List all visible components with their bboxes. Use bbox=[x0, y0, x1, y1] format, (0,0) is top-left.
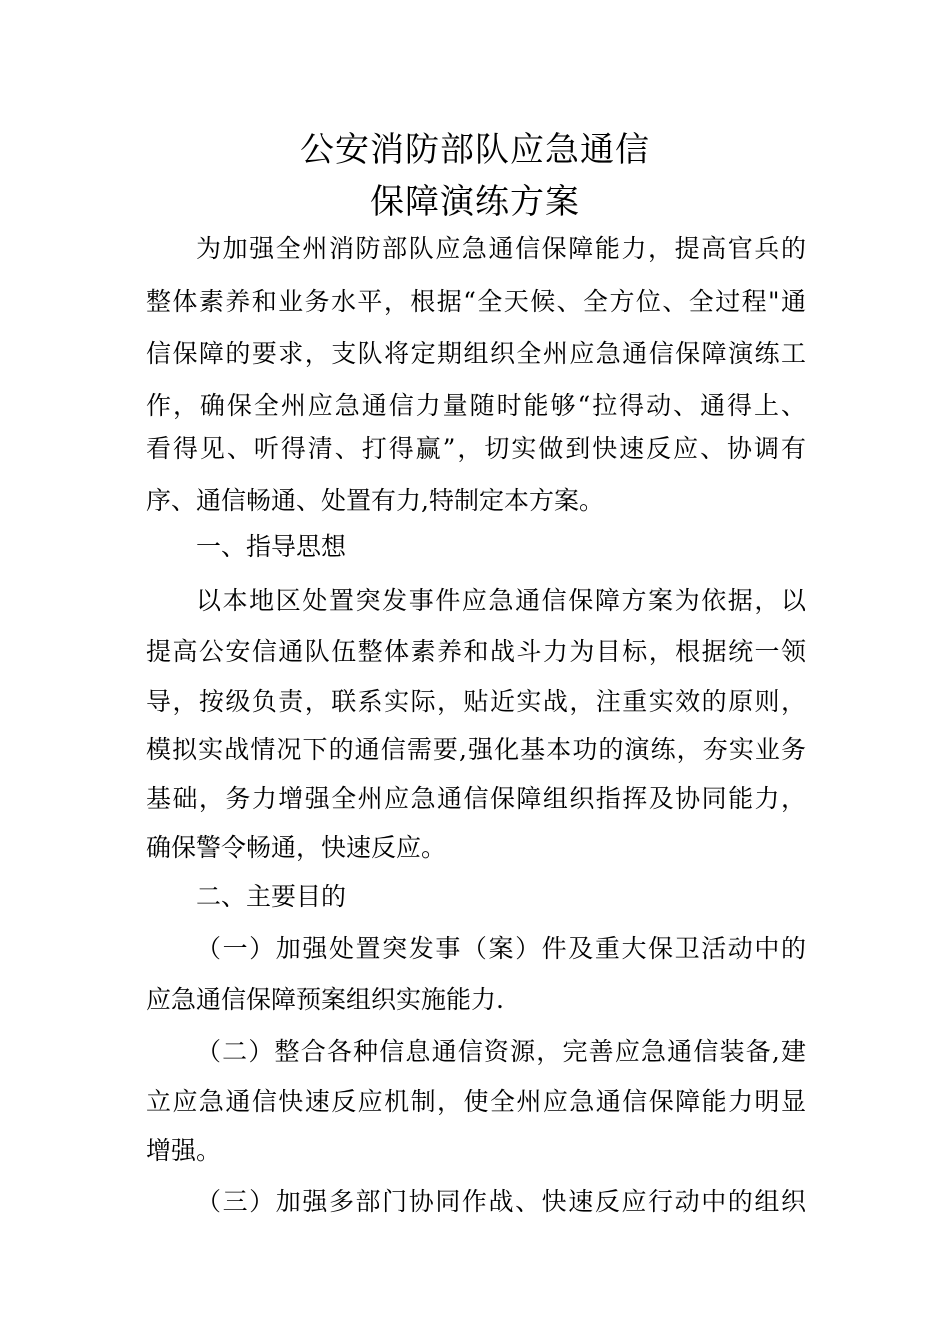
paragraph-line: 导，按级负责，联系实际，贴近实战，注重实效的原则， bbox=[146, 687, 806, 716]
paragraph-line: 作，确保全州应急通信力量随时能够“拉得动、通得上、 bbox=[146, 391, 806, 420]
document-title-line-1: 公安消防部队应急通信 bbox=[300, 130, 650, 170]
paragraph-line: 立应急通信快速反应机制，使全州应急通信保障能力明显 bbox=[146, 1087, 806, 1116]
paragraph-line: 整体素养和业务水平，根据“全天候、全方位、全过程"通 bbox=[146, 287, 806, 316]
paragraph-line: 为加强全州消防部队应急通信保障能力，提高官兵的 bbox=[196, 234, 806, 263]
paragraph-line: 序、通信畅通、处置有力,特制定本方案。 bbox=[146, 486, 604, 515]
paragraph-line: 应急通信保障预案组织实施能力. bbox=[146, 985, 504, 1014]
paragraph-line: 信保障的要求，支队将定期组织全州应急通信保障演练工 bbox=[146, 339, 806, 368]
paragraph-line: （三）加强多部门协同作战、快速反应行动中的组织 bbox=[196, 1187, 806, 1216]
paragraph-line: （一）加强处置突发事（案）件及重大保卫活动中的 bbox=[196, 934, 806, 963]
paragraph-line: 模拟实战情况下的通信需要,强化基本功的演练，夯实业务 bbox=[146, 735, 806, 764]
paragraph-line: 增强。 bbox=[146, 1136, 222, 1165]
section-heading: 二、主要目的 bbox=[196, 882, 347, 911]
paragraph-line: （二）整合各种信息通信资源，完善应急通信装备,建 bbox=[196, 1037, 806, 1066]
paragraph-line: 基础，务力增强全州应急通信保障组织指挥及协同能力， bbox=[146, 784, 806, 813]
paragraph-line: 看得见、听得清、打得赢”，切实做到快速反应、协调有 bbox=[146, 434, 806, 463]
paragraph-line: 以本地区处置突发事件应急通信保障方案为依据，以 bbox=[196, 586, 806, 615]
paragraph-line: 确保警令畅通，快速反应。 bbox=[146, 833, 447, 862]
section-heading: 一、指导思想 bbox=[196, 532, 347, 561]
paragraph-line: 提高公安信通队伍整体素养和战斗力为目标，根据统一领 bbox=[146, 637, 806, 666]
document-title-line-2: 保障演练方案 bbox=[370, 182, 580, 222]
